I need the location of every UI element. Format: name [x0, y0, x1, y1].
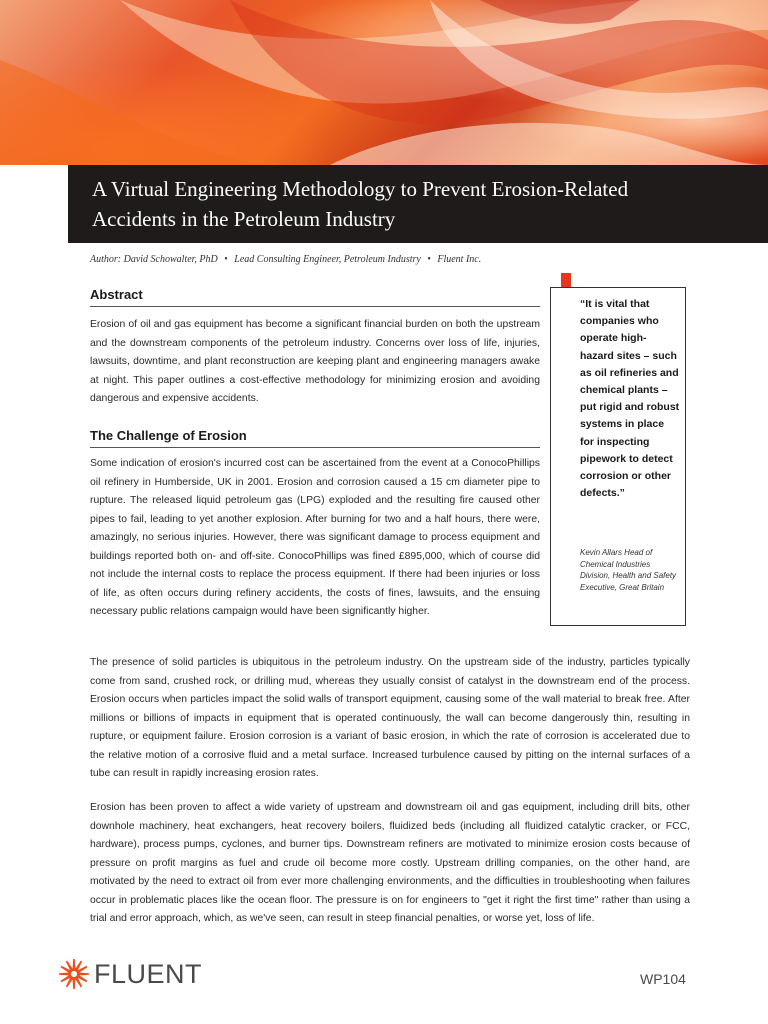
sunburst-logo-icon — [58, 958, 90, 990]
flame-swirl-graphic — [0, 0, 768, 165]
abstract-heading: Abstract — [90, 287, 143, 302]
author-line — [90, 254, 690, 265]
logo-wordmark: FLUENT — [94, 959, 203, 989]
paragraph-equipment: Erosion has been proven to affect a wide variety of upstream and downstream oil and gas equipment, including drill bits, other downhole machinery, heat exchangers, heat recovery boilers, fluidized beds (including all fluidized catalytic cracker, or FCC, hardware), process pumps, cyclones, and burner tips. Downstream refiners are motivated to minimize erosion costs because of pressure on profit margins as fuel and crude oil become more costly. Upstream drilling companies, on the other hand, are motivated by the need to extract oil from ever more challenging environments, and the difficulties in troubleshooting when failures occur in problematic places like the ocean floor. The pressure is on for engineers to "get it right the first time" rather than using a trial and error approach, which, as we've seen, can result in steep financial penalties, or worse yet, loss of life. — [90, 802, 690, 924]
document-id: WP104 — [640, 971, 686, 987]
title-line-1: A Virtual Engineering Methodology to Prevent Erosion-Related — [92, 177, 629, 201]
challenge-rule — [90, 447, 540, 448]
author-role: Lead Consulting Engineer, Petroleum Industry — [234, 254, 421, 265]
cover-image — [0, 0, 768, 165]
abstract-body: Erosion of oil and gas equipment has become a significant financial burden on both the upstream and the downstream components of the petroleum industry. Concerns over loss of life, injuries, lawsuits, downtime, and plant reconstruction are keeping plant and engineering managers awake at night. This paper outlines a cost-effective methodology for minimizing erosion and avoiding dangerous and expensive accidents. — [90, 319, 540, 404]
challenge-body: Some indication of erosion's incurred cost can be ascertained from the event at a ConocoPhillips oil refinery in Humberside, UK in 2001. Erosion and corrosion caused a 15 cm diameter pipe to rupture. The released liquid petroleum gas (LPG) exploded and the resulting fire caused other pipes to fail, leading to yet another explosion. After burning for two and a half hours, there were, amazingly, no serious injuries. However, there was significant damage to process equipment and buildings reported both on- and off-site. ConocoPhillips was fined £895,000, which of course did not include the internal costs to replace the process equipment. If there had been injuries or loss of life, as often occurs during refinery accidents, the costs of fines, lawsuits, and the ensuing necessary public relations campaign would have been significantly higher. — [90, 458, 540, 617]
bullet-separator: • — [427, 254, 431, 265]
author-company: Fluent Inc. — [437, 254, 482, 265]
title-line-2: Accidents in the Petroleum Industry — [92, 207, 396, 231]
abstract-rule — [90, 306, 540, 307]
pull-quote-text: “It is vital that companies who operate high-hazard sites – such as oil refineries and chemical plants – put rigid and robust systems in place for inspecting pipework to detect corrosion or other defects.” — [580, 298, 680, 500]
document-title — [92, 174, 752, 234]
challenge-heading: The Challenge of Erosion — [90, 428, 247, 443]
bullet-separator: • — [224, 254, 228, 265]
pull-quote-box — [550, 287, 686, 626]
pull-quote-attribution: Kevin Allars Head of Chemical Industries Division, Health and Safety Executive, Great Britain — [580, 548, 677, 592]
title-band — [68, 165, 768, 243]
paragraph-particles: The presence of solid particles is ubiquitous in the petroleum industry. On the upstream side of the industry, particles typically come from sand, crushed rock, or drilling mud, whereas they usually consist of catalyst in the downstream end of the process. Erosion occurs when particles impact the solid walls of transport equipment, causing some of the wall material to break free. After millions or billions of impacts in equipment that is operated continuously, the wall can become dangerously thin, resulting in rupture, or equipment failure. Erosion corrosion is a variant of basic erosion, in which the rate of corrosion is accelerated due to the relative motion of a corrosive fluid and a metal surface. Increased turbulence caused by pitting on the internal surfaces of a tube can result in rapidly increasing erosion rates. — [90, 657, 690, 779]
author-name: Author: David Schowalter, PhD — [90, 254, 218, 265]
